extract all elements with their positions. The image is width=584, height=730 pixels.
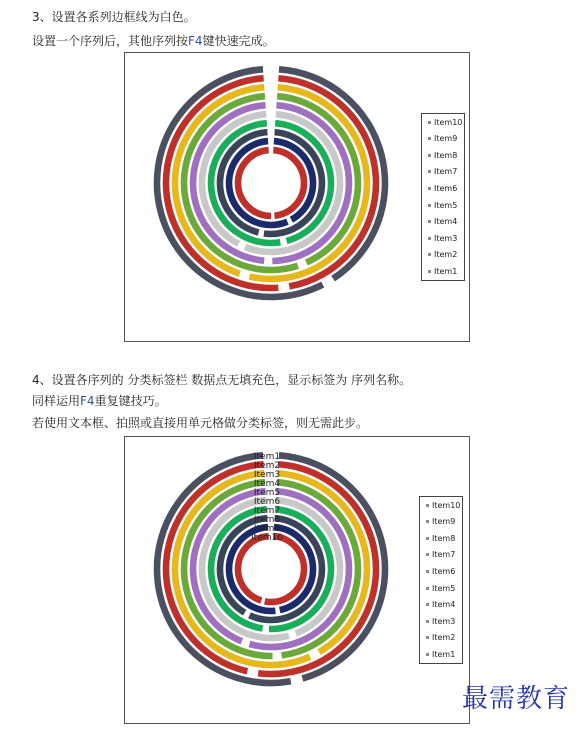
step4-note1	[32, 393, 167, 409]
legend-dot-icon	[428, 154, 431, 157]
step4-title	[32, 372, 411, 388]
legend-label: Item7	[434, 167, 458, 176]
step3-title-text: 3、设置各系列边框线为白色。	[32, 10, 196, 24]
legend-item	[426, 633, 455, 643]
legend-item	[426, 501, 460, 511]
ring-segment	[273, 150, 304, 216]
legend-dot-icon	[426, 537, 429, 540]
legend-label: Item5	[434, 201, 458, 210]
step3-title	[32, 9, 196, 25]
category-label: Item8	[253, 515, 281, 525]
legend-dot-icon	[426, 570, 429, 573]
watermark-logo: 最需教育	[462, 684, 571, 714]
legend-label: Item6	[434, 184, 458, 193]
legend-label: Item3	[432, 617, 456, 626]
legend-dot-icon	[426, 587, 429, 590]
category-label: Item9	[253, 524, 281, 534]
legend-dot-icon	[428, 253, 431, 256]
legend-item	[428, 151, 457, 161]
legend-label: Item1	[434, 267, 458, 276]
legend-label: Item4	[432, 600, 456, 609]
legend-item	[426, 617, 455, 627]
legend-dot-icon	[428, 237, 431, 240]
legend-label: Item6	[432, 567, 456, 576]
legend-dot-icon	[428, 137, 431, 140]
legend-dot-icon	[426, 653, 429, 656]
step3-note-key: F4	[188, 34, 203, 48]
legend-label: Item2	[434, 250, 458, 259]
legend-label: Item9	[432, 517, 456, 526]
step3-note-b: 键快速完成。	[202, 34, 275, 48]
legend-item	[428, 267, 457, 277]
step4-note1-b: 重复键技巧。	[94, 394, 167, 408]
legend-item	[428, 167, 457, 177]
legend-label: Item9	[434, 134, 458, 143]
chart-panel-2	[124, 436, 470, 724]
legend-dot-icon	[426, 504, 429, 507]
category-label: Item5	[253, 488, 281, 498]
category-label: Item1	[253, 452, 281, 462]
step4-title-text: 4、设置各序列的 分类标签栏 数据点无填充色，显示标签为 序列名称。	[32, 373, 412, 387]
legend-dot-icon	[426, 636, 429, 639]
legend-dot-icon	[428, 204, 431, 207]
legend-item	[426, 567, 455, 577]
chart2-legend	[419, 496, 463, 664]
step4-note2-text: 若使用文本框、拍照或直接用单元格做分类标签，则无需此步。	[32, 416, 369, 430]
ring-segment	[265, 536, 304, 602]
doughnut-chart-1	[125, 53, 471, 343]
legend-label: Item3	[434, 234, 458, 243]
step4-note1-key: F4	[80, 394, 95, 408]
step4-note2	[32, 415, 368, 431]
legend-label: Item8	[432, 534, 456, 543]
legend-dot-icon	[428, 121, 431, 124]
legend-item	[428, 250, 457, 260]
chart-panel-1	[124, 52, 470, 342]
legend-item	[426, 600, 455, 610]
legend-item	[428, 217, 457, 227]
legend-label: Item7	[432, 550, 456, 559]
category-label: Item10	[251, 533, 283, 543]
legend-dot-icon	[426, 620, 429, 623]
legend-dot-icon	[426, 603, 429, 606]
legend-label: Item2	[432, 633, 456, 642]
legend-label: Item8	[434, 151, 458, 160]
ring-segment	[238, 150, 271, 216]
step4-note1-a: 同样运用	[32, 394, 81, 408]
legend-label: Item10	[432, 501, 461, 510]
legend-item	[426, 650, 455, 660]
ring-segment	[238, 536, 269, 600]
category-label: Item4	[253, 479, 281, 489]
legend-item	[426, 517, 455, 527]
step3-note	[32, 33, 275, 49]
legend-label: Item1	[432, 650, 456, 659]
step3-note-a: 设置一个序列后，其他序列按	[32, 34, 189, 48]
legend-dot-icon	[428, 187, 431, 190]
chart1-legend	[421, 113, 465, 281]
legend-item	[428, 234, 457, 244]
legend-label: Item4	[434, 217, 458, 226]
legend-dot-icon	[426, 520, 429, 523]
category-label: Item6	[253, 497, 281, 507]
legend-dot-icon	[428, 220, 431, 223]
category-label: Item7	[253, 506, 281, 516]
category-label: Item2	[253, 461, 281, 471]
legend-dot-icon	[428, 270, 431, 273]
legend-item	[428, 201, 457, 211]
legend-label: Item10	[434, 118, 463, 127]
legend-item	[428, 134, 457, 144]
legend-item	[428, 118, 462, 128]
legend-item	[426, 534, 455, 544]
legend-item	[426, 550, 455, 560]
category-label: Item3	[253, 470, 281, 480]
legend-dot-icon	[428, 170, 431, 173]
legend-item	[428, 184, 457, 194]
legend-label: Item5	[432, 584, 456, 593]
legend-item	[426, 584, 455, 594]
legend-dot-icon	[426, 553, 429, 556]
